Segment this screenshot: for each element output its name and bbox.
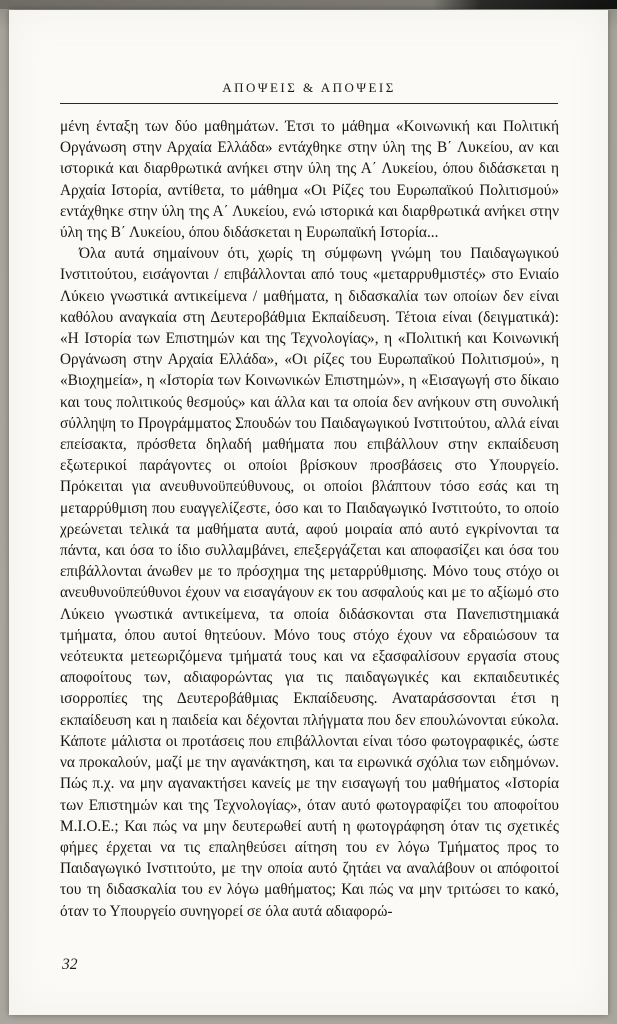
running-header: ΑΠΟΨΕΙΣ & ΑΠΟΨΕΙΣ <box>222 80 396 95</box>
book-page <box>9 10 608 1015</box>
body-text <box>60 116 559 922</box>
paragraph-continuation: μένη ένταξη των δύο μαθημάτων. Έτσι το μάθημα «Κοινωνική και Πολιτική Οργάνωση στην Αρχαία Ελλάδα» εντάχθηκε στην ύλη της Β΄ Λυκείου, αν και ιστορικά και διαρθρωτικά ανήκει στην ύλη της Α΄ Λυκείου, όπου διδάσκεται η Αρχαία Ιστορία, αντίθετα, το μάθημα «Οι Ρίζες του Ευρωπαϊκού Πολιτισμού» εντάχθηκε στην ύλη της Α΄ Λυκείου, ενώ ιστορικά και διαρθρωτικά ανήκει στην ύλη της Β΄ Λυκείου, όπου διδάσκεται η Ευρωπαϊκή Ιστορία... <box>60 118 559 242</box>
scan-edge-shadow <box>0 0 617 9</box>
page-number: 32 <box>62 956 78 973</box>
header-rule <box>60 103 558 104</box>
paragraph-main: Όλα αυτά σημαίνουν ότι, χωρίς τη σύμφωνη γνώμη του Παιδαγωγικού Ινστιτούτου, εισάγονται / επιβάλλονται από τους «μεταρρυθμιστές» στο Ενιαίο Λύκειο γνωστικά αντικείμενα / μαθήματα, η διδασκαλία των οποίων δεν είναι καθόλου αναγκαία στη Δευτεροβάθμια Εκπαίδευση. Τέτοια είναι (δειγματικά): «Η Ιστορία των Επιστημών και της Τεχνολογίας», η «Πολιτική και Κοινωνική Οργάνωση στην Αρχαία Ελλάδα», «Οι ρίζες του Ευρωπαϊκού Πολιτισμού», η «Βιοχημεία», η «Ιστορία των Κοινωνικών Επιστημών», η «Εισαγωγή στο δίκαιο και τους πολιτικούς θεσμούς» και άλλα και τα οποία δεν ανήκουν στη συνολική σύλληψη το Προγράμματος Σπουδών του Παιδαγωγικού Ινστιτούτου, αλλά είναι επείσακτα, πρόσθετα δηλαδή μαθήματα που επιβάλλουν στην εκπαίδευση εξωτερικοί παράγοντες οι οποίοι βρίσκουν προσβάσεις στο Υπουργείο. Πρόκειται για ανευθυνοϋπεύθυνους, οι οποίοι βλάπτουν τόσο εσάς και τη μεταρρύθμιση που ευαγγελίζεστε, όσο και το Παιδαγωγικό Ινστιτούτο, το οποίο χρεώνεται τελικά τα μαθήματα αυτά, αφού μοιραία από αυτό εγκρίνονται τα πάντα, και όσα το ίδιο συλλαμβάνει, επεξεργάζεται και αποφασίζει και όσα του επιβάλλονται άνωθεν με το πρόσχημα της μεταρρύθμισης. Μόνο τους στόχο οι ανευθυνοϋπεύθυνοι έχουν να εισαγάγουν εκ του ασφαλούς και με το αξίωμό στο Λύκειο γνωστικά αντικείμενα, τα οποία διδάσκονται στα Πανεπιστημιακά τμήματα, όπου αυτοί θητεύουν. Μόνο τους στόχο έχουν να εδραιώσουν τα νεότευκτα μετεωριζόμενα τμήματά τους και να εξασφαλίσουν εργασία στους αποφοίτους των, αδιαφορώντας για τις παιδαγωγικές και εκπαιδευτικές ισορροπίες της Δευτεροβάθμιας Εκπαίδευσης. Αναταράσσονται έτσι η εκπαίδευση και η παιδεία και δέχονται πλήγματα που δεν επουλώνονται εύκολα. Κάποτε μάλιστα οι προτάσεις που επιβάλλονται είναι τόσο φωτογραφικές, ώστε να προκαλούν, μαζί με την αγανάκτηση, και τα ειρωνικά σχόλια των ειδημόνων. Πώς π.χ. να μην αγανακτήσει κανείς με την εισαγωγή του μαθήματος «Ιστορία των Επιστημών και της Τεχνολογίας», όταν αυτό φωτογραφίζει του αποφοίτου Μ.Ι.Ο.Ε.; Και πώς να μην δευτερωθεί αυτή η φωτογράφηση όταν τις σχετικές φήμες έρχεται να τις επαληθεύσει αίτηση του εν λόγω Τμήματος προς το Παιδαγωγικό Ινστιτούτο, με την οποία αυτό ζητάει να αναλάβουν οι απόφοιτοί του τη διδασκαλία του εν λόγω μαθήματος; Και πώς να μην τριτώσει το κακό, όταν το Υπουργείο συνηγορεί σε όλα αυτά αδιαφορώ- <box>60 245 559 920</box>
